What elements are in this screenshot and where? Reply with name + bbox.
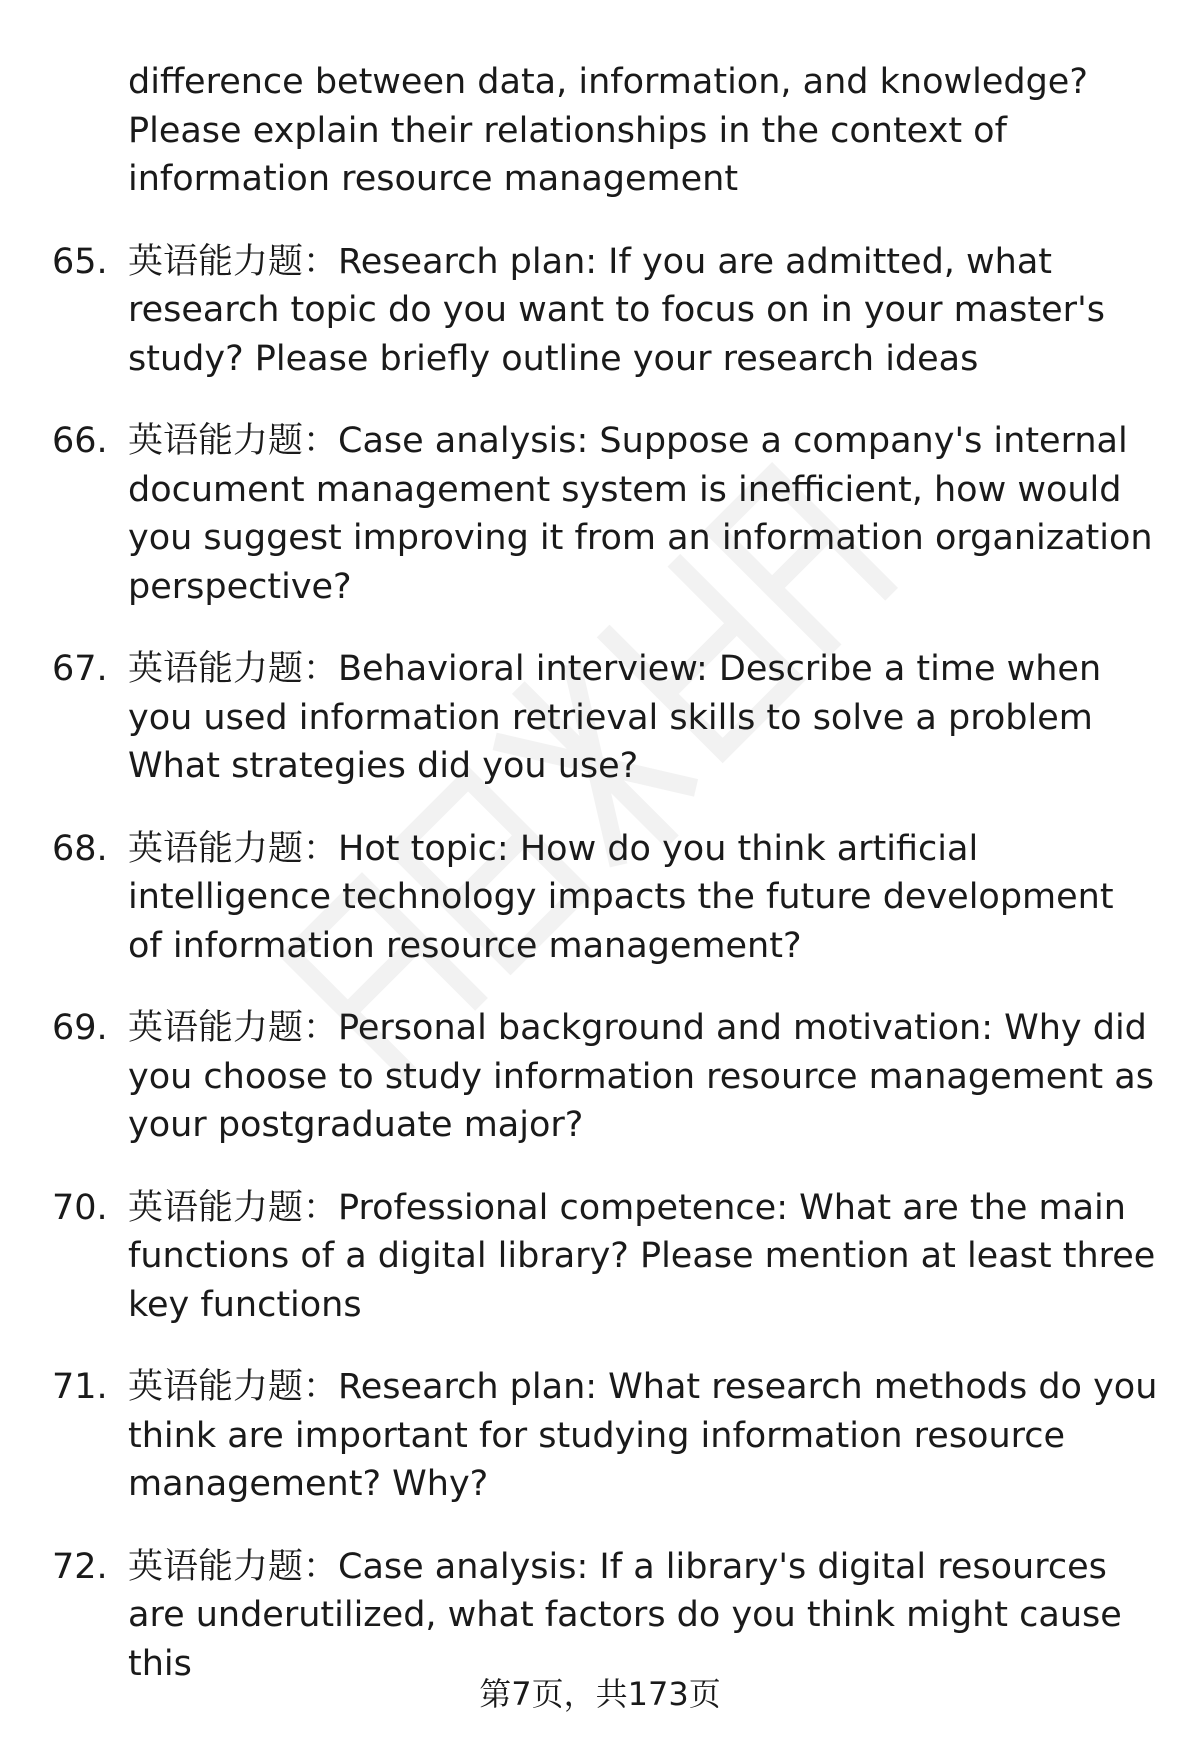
- item-text: [128, 825, 1158, 971]
- item-number: 68.: [52, 828, 108, 869]
- item-question: Case analysis: If a library's digital resources are underutilized, what factors do you think might cause this: [128, 1546, 1122, 1684]
- item-number: 66.: [52, 421, 108, 461]
- item-prefix: 英语能力题：: [128, 421, 339, 461]
- item-number: 67.: [52, 649, 108, 689]
- item-question: Research plan: If you are admitted, what research topic do you want to focus on in your master's study? Please briefly outline your research ideas: [128, 241, 1105, 379]
- item-text: [128, 645, 1158, 791]
- question-list: [0, 58, 1200, 1722]
- item-text: [128, 1184, 1158, 1330]
- item-prefix: 英语能力题：: [128, 828, 339, 869]
- item-text: [128, 1004, 1158, 1150]
- list-item: [0, 417, 1200, 611]
- item-number: 65.: [52, 241, 108, 282]
- list-item: [0, 825, 1200, 971]
- item-prefix: 英语能力题：: [128, 241, 339, 282]
- item-number: 72.: [52, 1546, 108, 1587]
- item-prefix: 英语能力题：: [128, 1546, 339, 1587]
- item-text: [128, 1363, 1158, 1509]
- item-question: Behavioral interview: Describe a time when you used information retrieval skills to solve a problem What strategies did you use?: [128, 649, 1102, 786]
- item-question: Hot topic: How do you think artificial intelligence technology impacts the future development of information resource management?: [128, 828, 1114, 966]
- list-item: [0, 1184, 1200, 1330]
- item-prefix: 英语能力题：: [128, 1008, 339, 1048]
- page-footer: 第7页，共173页: [479, 1675, 721, 1713]
- list-item: [0, 1543, 1200, 1689]
- list-item: [0, 1363, 1200, 1509]
- item-number: 71.: [52, 1367, 108, 1407]
- item-question: Case analysis: Suppose a company's internal document management system is inefficient, how would you suggest improving it from an information organization perspective?: [128, 421, 1153, 607]
- item-question: Personal background and motivation: Why did you choose to study information resource management as your postgraduate major?: [128, 1008, 1154, 1145]
- list-item: [0, 645, 1200, 791]
- item-text: [128, 1543, 1158, 1689]
- item-number: 70.: [52, 1187, 108, 1228]
- previous-item-continuation: difference between data, information, and knowledge? Please explain their relationships in the context of information resource management: [128, 62, 1088, 199]
- item-question: Professional competence: What are the main functions of a digital library? Please mention at least three key functions: [128, 1187, 1156, 1325]
- item-text: [128, 238, 1158, 384]
- list-item: [0, 238, 1200, 384]
- item-prefix: 英语能力题：: [128, 1367, 339, 1407]
- item-prefix: 英语能力题：: [128, 1187, 339, 1228]
- item-prefix: 英语能力题：: [128, 649, 339, 689]
- item-question: Research plan: What research methods do you think are important for studying information resource management? Why?: [128, 1367, 1158, 1504]
- item-text: [128, 417, 1158, 611]
- list-item: [0, 1004, 1200, 1150]
- item-number: 69.: [52, 1008, 108, 1048]
